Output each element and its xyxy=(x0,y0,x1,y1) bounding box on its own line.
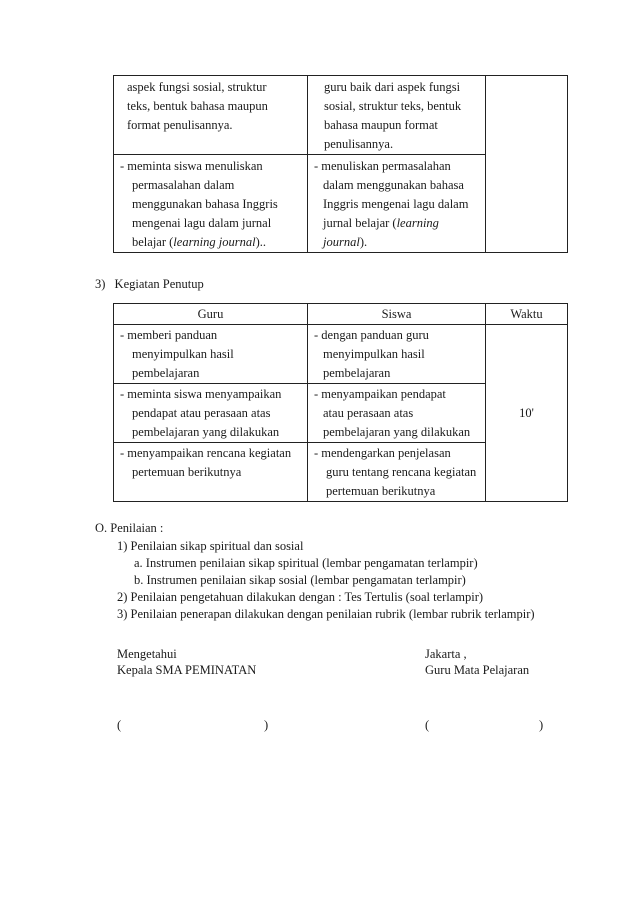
signature-left-line2: Kepala SMA PEMINATAN xyxy=(117,663,257,677)
text-line: pendapat atau perasaan atas xyxy=(132,406,271,420)
text-line: pembelajaran xyxy=(323,366,391,380)
section-heading xyxy=(95,275,204,294)
text: ). xyxy=(359,235,368,249)
siswa-cell xyxy=(308,443,486,502)
text-line: Inggris mengenai lagu dalam xyxy=(323,197,469,211)
signature-left-open-paren: ( xyxy=(117,718,122,732)
penilaian-title: O. Penilaian : xyxy=(95,521,164,535)
text-line: guru baik dari aspek fungsi xyxy=(324,80,461,94)
siswa-cell xyxy=(308,76,486,155)
text-line: mengenai lagu dalam jurnal xyxy=(132,216,272,230)
penilaian-item: 3) Penilaian penerapan dilakukan dengan penilaian rubrik (lembar rubrik terlampir) xyxy=(117,607,535,621)
penilaian-item: 2) Penilaian pengetahuan dilakukan dengan : Tes Tertulis (soal terlampir) xyxy=(117,590,484,604)
closing-activity-table xyxy=(113,303,568,502)
text-line: guru tentang rencana kegiatan xyxy=(326,465,477,479)
waktu-cell xyxy=(486,76,568,253)
waktu-cell xyxy=(486,325,568,502)
guru-cell xyxy=(114,76,308,155)
italic-text: journal xyxy=(323,235,360,249)
section-number: 3) xyxy=(95,277,106,291)
text-line: teks, bentuk bahasa maupun xyxy=(127,99,268,113)
text-line xyxy=(314,214,485,233)
text-line: penulisannya. xyxy=(324,137,394,151)
siswa-cell xyxy=(308,155,486,253)
text-line: - menuliskan permasalahan xyxy=(314,159,451,173)
siswa-cell xyxy=(308,325,486,384)
text-line: - dengan panduan guru xyxy=(314,328,429,342)
signature-right-line2: Guru Mata Pelajaran xyxy=(425,663,530,677)
guru-cell xyxy=(114,443,308,502)
text-line xyxy=(120,233,307,252)
waktu-value: 10' xyxy=(519,405,534,420)
penilaian-subitem: a. Instrumen penilaian sikap spiritual (lembar pengamatan terlampir) xyxy=(134,556,478,570)
italic-text: learning journal xyxy=(173,235,256,249)
text: belajar ( xyxy=(132,235,174,249)
text-line: - menyampaikan pendapat xyxy=(314,387,446,401)
text-line: dalam menggunakan bahasa xyxy=(323,178,464,192)
text-line: pertemuan berikutnya xyxy=(326,484,436,498)
column-header-guru: Guru xyxy=(114,304,308,325)
penilaian-subitem: b. Instrumen penilaian sikap sosial (lembar pengamatan terlampir) xyxy=(134,573,466,587)
text-line: atau perasaan atas xyxy=(323,406,414,420)
signature-left-close-paren: ) xyxy=(264,718,269,732)
text-line: pembelajaran yang dilakukan xyxy=(323,425,471,439)
text: ).. xyxy=(255,235,267,249)
text-line: bahasa maupun format xyxy=(324,118,438,132)
signature-right-open-paren: ( xyxy=(425,718,430,732)
italic-text: learning xyxy=(396,216,439,230)
penilaian-item: 1) Penilaian sikap spiritual dan sosial xyxy=(117,539,304,553)
section-title: Kegiatan Penutup xyxy=(114,277,204,291)
guru-cell xyxy=(114,384,308,443)
column-header-waktu: Waktu xyxy=(486,304,568,325)
column-header-siswa: Siswa xyxy=(308,304,486,325)
text-line: aspek fungsi sosial, struktur xyxy=(127,80,267,94)
text-line xyxy=(314,233,485,252)
text-line: menyimpulkan hasil xyxy=(132,347,234,361)
text-line: menggunakan bahasa Inggris xyxy=(132,197,278,211)
text-line: pertemuan berikutnya xyxy=(132,465,242,479)
text-line: - meminta siswa menuliskan xyxy=(120,159,263,173)
activity-table-continued xyxy=(113,75,568,253)
text-line: format penulisannya. xyxy=(127,118,233,132)
text-line: - menyampaikan rencana kegiatan xyxy=(120,446,292,460)
guru-cell xyxy=(114,155,308,253)
text-line: - mendengarkan penjelasan xyxy=(314,446,451,460)
text-line: permasalahan dalam xyxy=(132,178,235,192)
signature-right-close-paren: ) xyxy=(539,718,544,732)
guru-cell xyxy=(114,325,308,384)
text-line: - memberi panduan xyxy=(120,328,218,342)
text-line: pembelajaran xyxy=(132,366,200,380)
siswa-cell xyxy=(308,384,486,443)
text-line: - meminta siswa menyampaikan xyxy=(120,387,282,401)
text-line: sosial, struktur teks, bentuk xyxy=(324,99,462,113)
signature-right-line1: Jakarta , xyxy=(425,647,467,661)
text-line: pembelajaran yang dilakukan xyxy=(132,425,280,439)
text-line: menyimpulkan hasil xyxy=(323,347,425,361)
signature-left-line1: Mengetahui xyxy=(117,647,177,661)
text: jurnal belajar ( xyxy=(323,216,397,230)
